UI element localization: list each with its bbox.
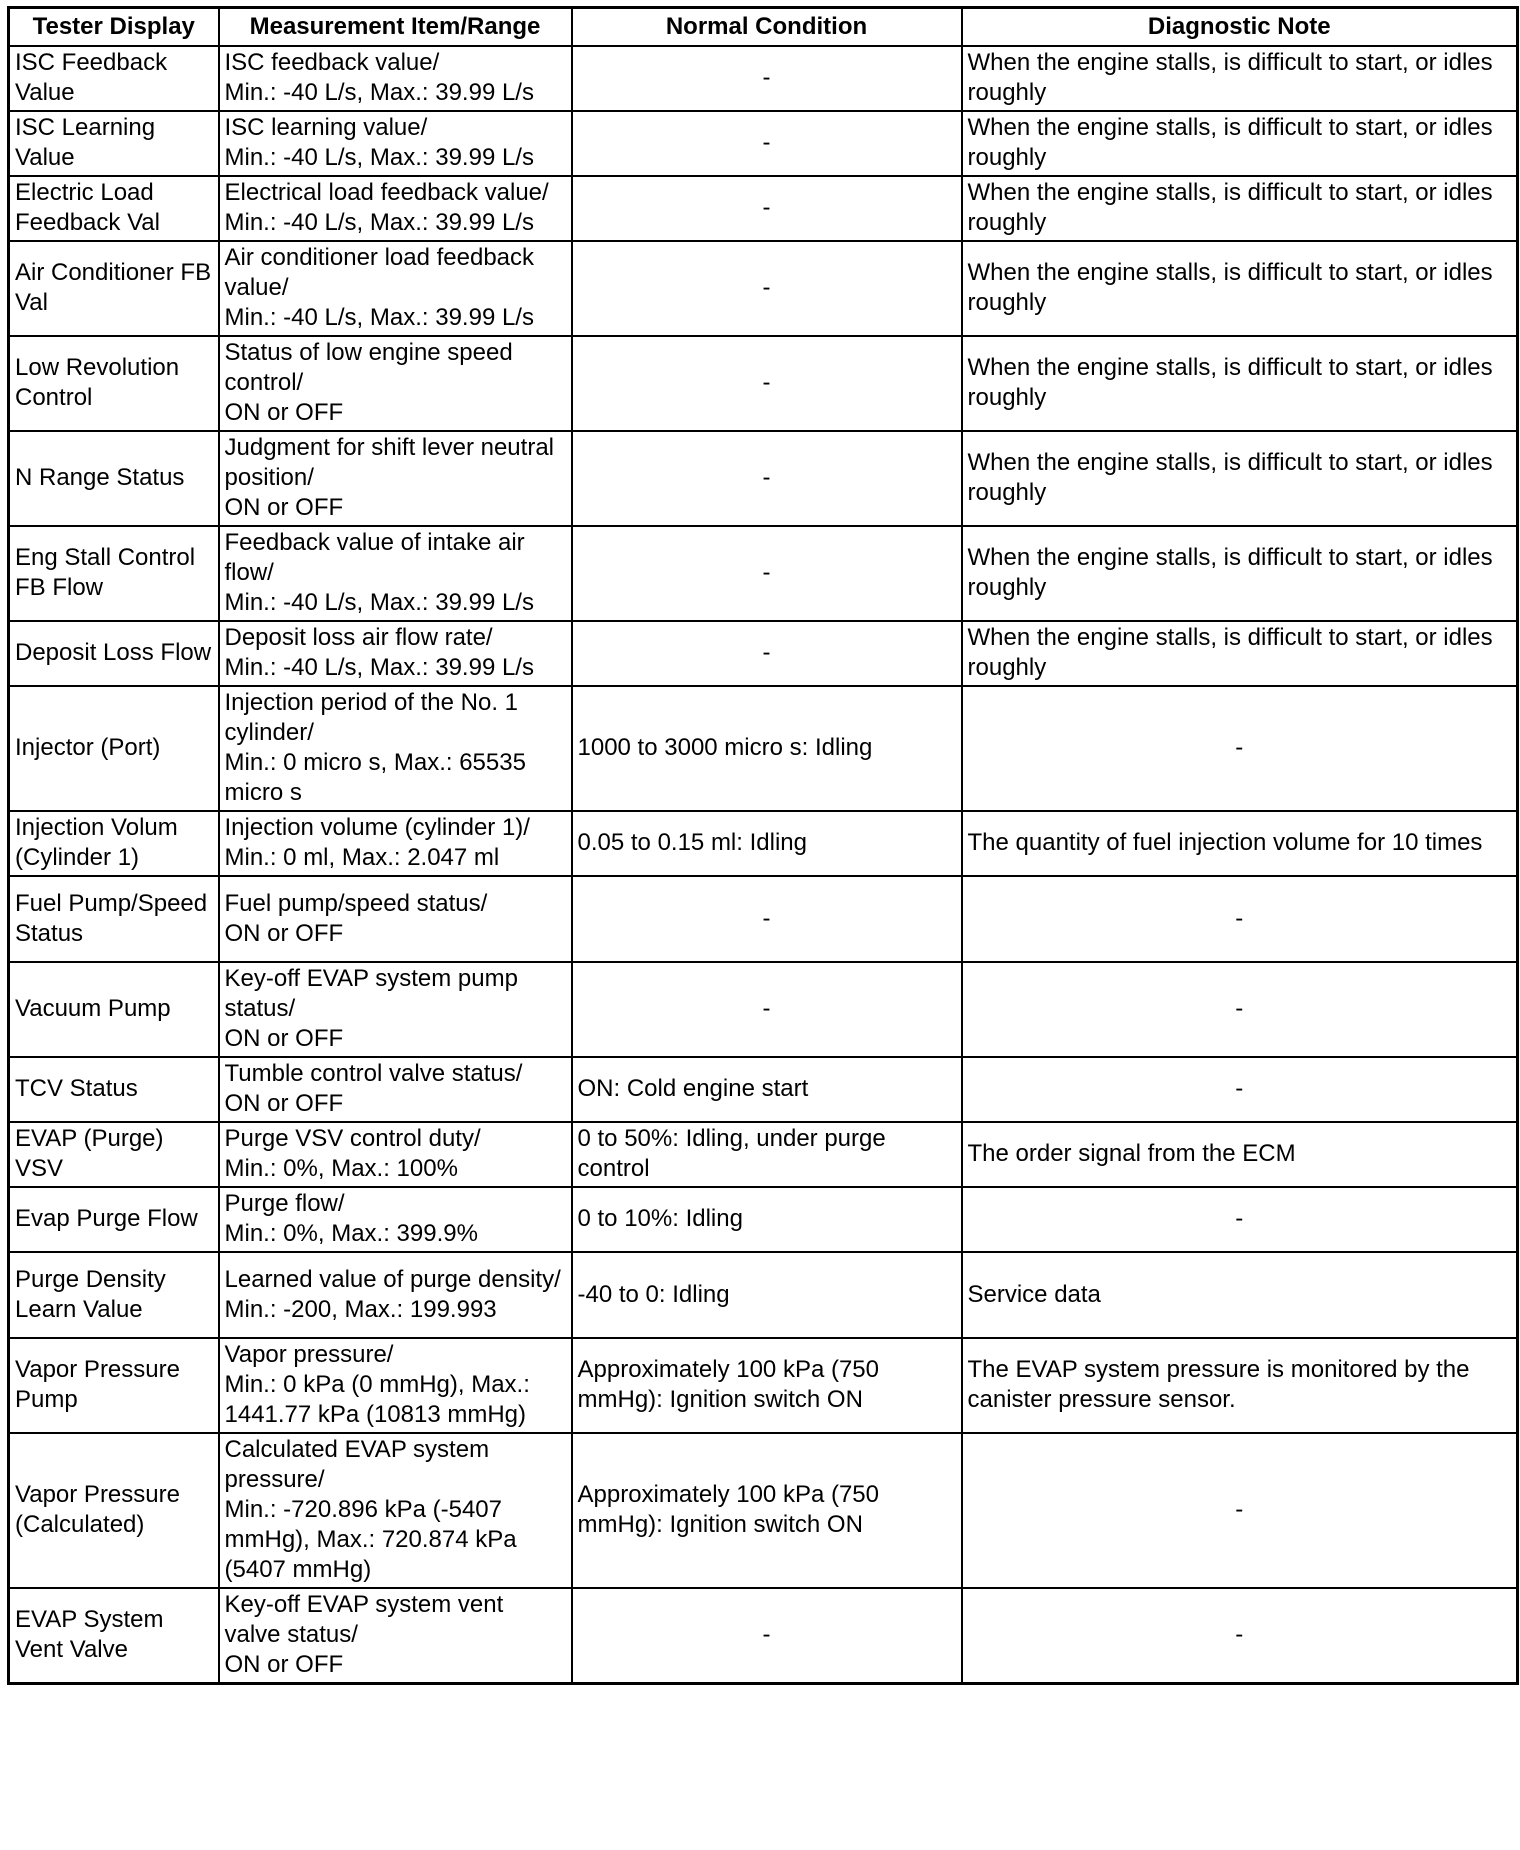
- measurement-cell: [219, 1057, 572, 1122]
- normal-condition-cell: Approximately 100 kPa (750 mmHg): Ignition switch ON: [572, 1433, 962, 1588]
- measurement-line: Injection period of the No. 1 cylinder/: [224, 689, 519, 746]
- diagnostic-note-cell: -: [962, 1433, 1518, 1588]
- table-body: [9, 46, 1518, 1684]
- header-diagnostic-note: Diagnostic Note: [962, 8, 1518, 47]
- measurement-line: ON or OFF: [224, 1651, 344, 1678]
- diagnostic-note-cell: -: [962, 686, 1518, 811]
- tester-display-cell: Eng Stall Control FB Flow: [9, 526, 219, 621]
- measurement-cell: [219, 811, 572, 876]
- tester-display-cell: EVAP (Purge) VSV: [9, 1122, 219, 1187]
- measurement-line: Tumble control valve status/: [224, 1060, 523, 1087]
- measurement-line: Min.: -40 L/s, Max.: 39.99 L/s: [224, 209, 534, 236]
- measurement-line: Feedback value of intake air flow/: [224, 529, 525, 586]
- measurement-line: Min.: -40 L/s, Max.: 39.99 L/s: [224, 79, 534, 106]
- table-row: [9, 431, 1518, 526]
- measurement-line: Air conditioner load feedback value/: [224, 244, 535, 301]
- normal-condition-cell: -: [572, 621, 962, 686]
- tester-display-cell: Purge Density Learn Value: [9, 1252, 219, 1338]
- diagnostic-note-cell: When the engine stalls, is difficult to start, or idles roughly: [962, 526, 1518, 621]
- measurement-line: Min.: 0%, Max.: 100%: [224, 1155, 458, 1182]
- normal-condition-cell: -: [572, 241, 962, 336]
- measurement-line: Min.: -720.896 kPa (-5407 mmHg), Max.: 720.874 kPa (5407 mmHg): [224, 1496, 517, 1583]
- measurement-line: Key-off EVAP system vent valve status/: [224, 1591, 504, 1648]
- diagnostic-note-cell: When the engine stalls, is difficult to start, or idles roughly: [962, 111, 1518, 176]
- tester-display-cell: Electric Load Feedback Val: [9, 176, 219, 241]
- diagnostic-note-cell: -: [962, 1187, 1518, 1252]
- header-normal-condition: Normal Condition: [572, 8, 962, 47]
- measurement-cell: [219, 1122, 572, 1187]
- tester-display-cell: Vapor Pressure (Calculated): [9, 1433, 219, 1588]
- table-row: [9, 111, 1518, 176]
- measurement-line: ON or OFF: [224, 919, 344, 947]
- measurement-line: Learned value of purge density/: [224, 1265, 561, 1293]
- measurement-cell: [219, 176, 572, 241]
- normal-condition-cell: ON: Cold engine start: [572, 1057, 962, 1122]
- measurement-cell: [219, 621, 572, 686]
- diagnostic-note-cell: The order signal from the ECM: [962, 1122, 1518, 1187]
- diagnostic-note-cell: When the engine stalls, is difficult to start, or idles roughly: [962, 336, 1518, 431]
- tester-display-cell: EVAP System Vent Valve: [9, 1588, 219, 1684]
- table-row: [9, 1122, 1518, 1187]
- tester-display-cell: ISC Feedback Value: [9, 46, 219, 111]
- measurement-cell: [219, 962, 572, 1057]
- measurement-line: Min.: -40 L/s, Max.: 39.99 L/s: [224, 144, 534, 171]
- tester-display-cell: Evap Purge Flow: [9, 1187, 219, 1252]
- table-row: [9, 241, 1518, 336]
- tester-display-cell: Fuel Pump/Speed Status: [9, 876, 219, 962]
- table-row: [9, 1187, 1518, 1252]
- diagnostic-note-cell: When the engine stalls, is difficult to start, or idles roughly: [962, 431, 1518, 526]
- measurement-cell: [219, 46, 572, 111]
- measurement-line: ON or OFF: [224, 399, 344, 426]
- measurement-line: Min.: 0 micro s, Max.: 65535 micro s: [224, 749, 526, 806]
- tester-display-cell: ISC Learning Value: [9, 111, 219, 176]
- tester-display-cell: Injection Volum (Cylinder 1): [9, 811, 219, 876]
- measurement-cell: [219, 876, 572, 962]
- measurement-line: Min.: 0 ml, Max.: 2.047 ml: [224, 844, 500, 871]
- diagnostic-note-cell: -: [962, 1057, 1518, 1122]
- diagnostic-note-cell: When the engine stalls, is difficult to start, or idles roughly: [962, 176, 1518, 241]
- measurement-line: Min.: -40 L/s, Max.: 39.99 L/s: [224, 304, 534, 331]
- tester-display-cell: Vapor Pressure Pump: [9, 1338, 219, 1433]
- measurement-line: ON or OFF: [224, 494, 344, 521]
- measurement-cell: [219, 336, 572, 431]
- normal-condition-cell: 0 to 50%: Idling, under purge control: [572, 1122, 962, 1187]
- measurement-cell: [219, 686, 572, 811]
- measurement-line: Vapor pressure/: [224, 1341, 394, 1368]
- measurement-line: Min.: -200, Max.: 199.993: [224, 1295, 497, 1323]
- document-sheet: [7, 6, 1519, 1685]
- header-row: [9, 8, 1518, 47]
- measurement-line: Min.: -40 L/s, Max.: 39.99 L/s: [224, 654, 534, 681]
- normal-condition-cell: -: [572, 526, 962, 621]
- diagnostic-note-cell: Service data: [962, 1252, 1518, 1338]
- measurement-line: Purge flow/: [224, 1190, 345, 1217]
- diagnostic-note-cell: -: [962, 876, 1518, 962]
- normal-condition-cell: Approximately 100 kPa (750 mmHg): Ignition switch ON: [572, 1338, 962, 1433]
- diagnostic-note-cell: The EVAP system pressure is monitored by the canister pressure sensor.: [962, 1338, 1518, 1433]
- diagnostic-note-cell: -: [962, 1588, 1518, 1684]
- measurement-line: Deposit loss air flow rate/: [224, 624, 493, 651]
- diagnostic-note-cell: When the engine stalls, is difficult to start, or idles roughly: [962, 621, 1518, 686]
- measurement-line: ISC feedback value/: [224, 49, 440, 76]
- measurement-line: Key-off EVAP system pump status/: [224, 965, 518, 1022]
- measurement-cell: [219, 111, 572, 176]
- table-row: [9, 811, 1518, 876]
- measurement-line: Min.: -40 L/s, Max.: 39.99 L/s: [224, 589, 534, 616]
- diagnostic-note-cell: When the engine stalls, is difficult to start, or idles roughly: [962, 241, 1518, 336]
- measurement-line: Min.: 0%, Max.: 399.9%: [224, 1220, 478, 1247]
- normal-condition-cell: -: [572, 336, 962, 431]
- measurement-line: Fuel pump/speed status/: [224, 889, 488, 917]
- header-measurement-item: Measurement Item/Range: [219, 8, 572, 47]
- normal-condition-cell: -: [572, 111, 962, 176]
- table-row: [9, 962, 1518, 1057]
- measurement-cell: [219, 1433, 572, 1588]
- normal-condition-cell: 0 to 10%: Idling: [572, 1187, 962, 1252]
- measurement-line: Min.: 0 kPa (0 mmHg), Max.: 1441.77 kPa (10813 mmHg): [224, 1371, 530, 1428]
- measurement-cell: [219, 1252, 572, 1338]
- tester-display-cell: Injector (Port): [9, 686, 219, 811]
- measurement-cell: [219, 1588, 572, 1684]
- diagnostic-note-cell: -: [962, 962, 1518, 1057]
- tester-display-cell: Deposit Loss Flow: [9, 621, 219, 686]
- measurement-line: Status of low engine speed control/: [224, 339, 513, 396]
- table-row: [9, 686, 1518, 811]
- table-row: [9, 336, 1518, 431]
- table-row: [9, 1252, 1518, 1338]
- tester-display-cell: TCV Status: [9, 1057, 219, 1122]
- table-row: [9, 1057, 1518, 1122]
- table-row: [9, 1338, 1518, 1433]
- table-row: [9, 876, 1518, 962]
- normal-condition-cell: 1000 to 3000 micro s: Idling: [572, 686, 962, 811]
- measurement-cell: [219, 431, 572, 526]
- measurement-line: ON or OFF: [224, 1090, 344, 1117]
- table-row: [9, 1433, 1518, 1588]
- normal-condition-cell: -: [572, 962, 962, 1057]
- table-row: [9, 621, 1518, 686]
- tester-display-cell: Low Revolution Control: [9, 336, 219, 431]
- normal-condition-cell: -: [572, 431, 962, 526]
- measurement-line: ISC learning value/: [224, 114, 428, 141]
- table-row: [9, 1588, 1518, 1684]
- normal-condition-cell: -: [572, 176, 962, 241]
- measurement-line: Judgment for shift lever neutral position/: [224, 434, 554, 491]
- measurement-cell: [219, 241, 572, 336]
- table-row: [9, 46, 1518, 111]
- diagnostic-note-cell: When the engine stalls, is difficult to start, or idles roughly: [962, 46, 1518, 111]
- measurement-line: Electrical load feedback value/: [224, 179, 549, 206]
- header-tester-display: Tester Display: [9, 8, 219, 47]
- measurement-line: Injection volume (cylinder 1)/: [224, 814, 530, 841]
- normal-condition-cell: -: [572, 46, 962, 111]
- table-row: [9, 526, 1518, 621]
- normal-condition-cell: -: [572, 876, 962, 962]
- normal-condition-cell: -: [572, 1588, 962, 1684]
- tester-display-cell: Vacuum Pump: [9, 962, 219, 1057]
- measurement-cell: [219, 1338, 572, 1433]
- measurement-line: Calculated EVAP system pressure/: [224, 1436, 490, 1493]
- measurement-line: ON or OFF: [224, 1025, 344, 1052]
- tester-display-cell: Air Conditioner FB Val: [9, 241, 219, 336]
- measurement-cell: [219, 526, 572, 621]
- normal-condition-cell: -40 to 0: Idling: [572, 1252, 962, 1338]
- diagnostic-note-cell: The quantity of fuel injection volume for 10 times: [962, 811, 1518, 876]
- table-row: [9, 176, 1518, 241]
- tester-display-cell: N Range Status: [9, 431, 219, 526]
- data-list-table: [7, 6, 1519, 1685]
- measurement-cell: [219, 1187, 572, 1252]
- measurement-line: Purge VSV control duty/: [224, 1125, 481, 1152]
- normal-condition-cell: 0.05 to 0.15 ml: Idling: [572, 811, 962, 876]
